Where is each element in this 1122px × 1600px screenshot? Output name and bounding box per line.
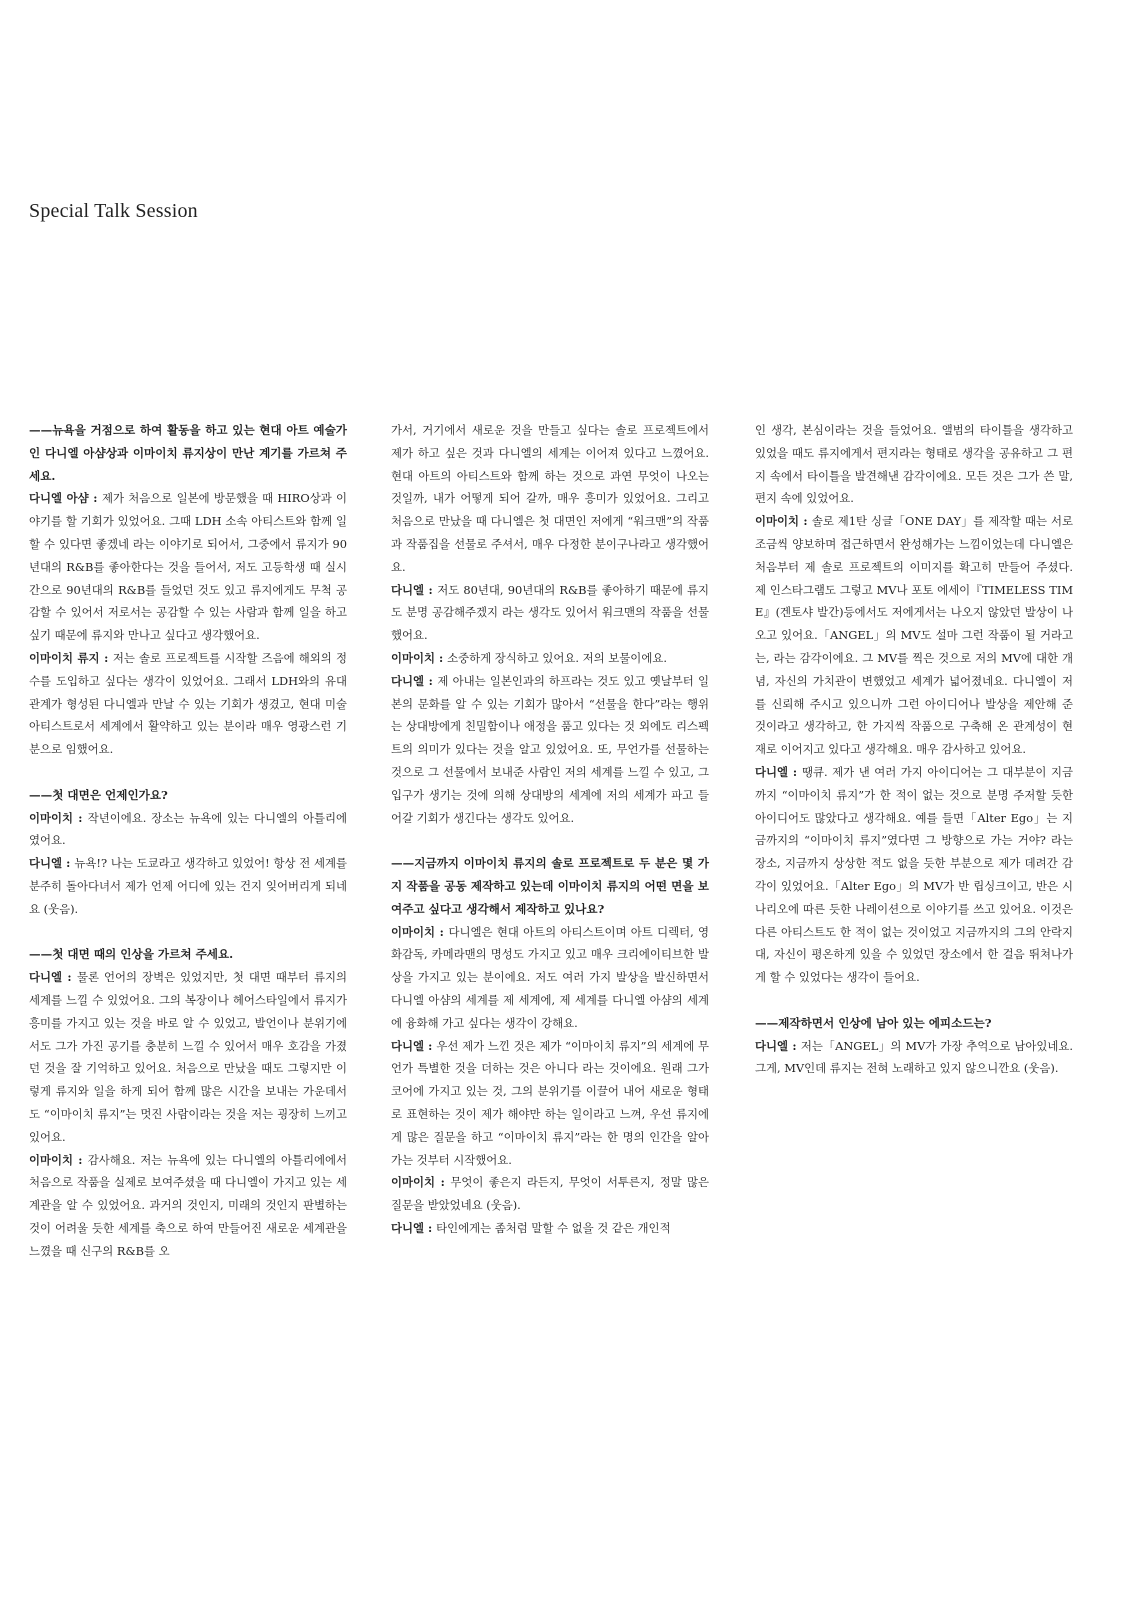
speaker-name: 다니엘 아샴 : [29, 491, 103, 506]
speaker-name: 이마이치 : [391, 650, 448, 665]
answer-text: 작년이에요. 장소는 뉴욕에 있는 다니엘의 아틀리에였어요. [29, 810, 347, 848]
answer-text: 저는 솔로 프로젝트를 시작할 즈음에 해외의 정수를 도입하고 싶다는 생각이 있었어요. 그래서 LDH와의 유대 관계가 형성된 다니엘과 만날 수 있는 기회가 생겼고, 현대 미술 아티스트로서 세계에서 활약하고 있는 분이라 매우 영광스런 기분으로 임했어요. [29, 650, 348, 757]
answer-text: 인 생각, 본심이라는 것을 들었어요. 앨범의 타이틀을 생각하고 있었을 때도 류지에게서 편지라는 형태로 생각을 공유하고 그 편지 속에서 타이틀을 발견해낸 감각이에요. 모든 것은 그가 쓴 말, 편지 속에 있었어요. [755, 423, 1073, 506]
interview-question: ——첫 대면 때의 인상을 가르쳐 주세요. [29, 947, 234, 962]
interview-answer [391, 1035, 709, 1172]
answer-text: 우선 제가 느낀 것은 제가 “이마이치 류지”의 세계에 무언가 특별한 것을 더하는 것은 아니다 라는 것이에요. 원래 그가 코어에 가지고 있는 것, 그의 분위기를 이끌어 내어 새로운 형태로 표현하는 것이 제가 해야만 하는 일이라고 느껴, 우선 류지에게 많은 질문을 하고 “이마이치 류지”라는 한 명의 인간을 알아가는 것부터 시작했어요. [391, 1038, 709, 1167]
interview-answer [391, 647, 709, 670]
answer-text: 땡큐. 제가 낸 여러 가지 아이디어는 그 대부분이 지금까지 “이마이치 류지”가 한 적이 없는 것으로 분명 주저할 듯한 아이디어도 많았다고 생각해요. 예를 들면「Alter Ego」는 지금까지의 “이마이치 류지”였다면 그 방향으로 가는 거야? 라는 장소, 지금까지 상상한 적도 없을 듯한 부분으로 제가 데려간 감각이 있었어요.「Alter Ego」의 MV가 반 립싱크이고, 반은 시나리오에 따른 듯한 나레이션으로 이야기를 쓰고 있어요. 이것은 다른 아티스트도 한 적이 없는 것이었고 지금까지의 그의 안락지대, 자신이 평온하게 있을 수 있었던 장소에서 한 걸음 뛰쳐나가게 할 수 있었다는 생각이 들어요. [755, 764, 1073, 985]
speaker-name: 이마이치 류지 : [29, 650, 113, 665]
interview-answer [29, 852, 347, 920]
speaker-name: 이마이치 : [755, 514, 812, 529]
interview-answer [391, 921, 709, 1035]
speaker-name: 다니엘 : [755, 764, 802, 779]
interview-answer [755, 761, 1073, 989]
interview-answer [29, 647, 347, 761]
interview-question: ——지금까지 이마이치 류지의 솔로 프로젝트로 두 분은 몇 가지 작품을 공동 제작하고 있는데 이마이치 류지의 어떤 면을 보여주고 싶다고 생각해서 제작하고 있나요? [391, 856, 709, 916]
interview-answer [755, 1035, 1073, 1081]
article-column-1 [29, 419, 347, 1262]
answer-text: 가서, 거기에서 새로운 것을 만들고 싶다는 솔로 프로젝트에서 제가 하고 싶은 것과 다니엘의 세계는 이어져 있다고 느꼈어요. 현대 아트의 아티스트와 함께 하는 것으로 과연 무엇이 나오는 것일까, 내가 어떻게 되어 갈까, 매우 흥미가 있었어요. 그리고 처음으로 만났을 때 다니엘은 첫 대면인 저에게 “워크맨”의 작품과 작품집을 선물로 주셔서, 매우 다정한 분이구나라고 생각했어요. [391, 423, 709, 574]
interview-answer [755, 510, 1073, 761]
speaker-name: 다니엘 : [391, 1220, 437, 1235]
answer-text: 다니엘은 현대 아트의 아티스트이며 아트 디렉터, 영화감독, 카메라맨의 명성도 가지고 있고 매우 크리에이티브한 발상을 가지고 있는 분이에요. 저도 여러 가지 발상을 발신하면서 다니엘 아샴의 세계를 제 세계에, 제 세계를 다니엘 아샴의 세계에 융화해 가고 싶다는 생각이 강해요. [391, 924, 709, 1030]
speaker-name: 이마이치 : [29, 1152, 88, 1167]
answer-text: 저도 80년대, 90년대의 R&B를 좋아하기 때문에 류지도 분명 공감해주겠지 라는 생각도 있어서 워크맨의 작품을 선물했어요. [391, 582, 709, 643]
interview-question: ——제작하면서 인상에 남아 있는 에피소드는? [755, 1015, 992, 1030]
interview-answer [391, 579, 709, 647]
interview-answer [29, 1149, 347, 1263]
interview-answer [29, 487, 347, 647]
answer-text: 소중하게 장식하고 있어요. 저의 보물이에요. [447, 650, 667, 665]
speaker-name: 다니엘 : [391, 673, 438, 688]
interview-answer [391, 670, 709, 830]
speaker-name: 이마이치 : [391, 924, 449, 939]
answer-text: 뉴욕!? 나는 도쿄라고 생각하고 있었어! 항상 전 세계를 분주히 돌아다녀서 제가 언제 어디에 있는 건지 잊어버리게 되네요 (웃음). [29, 856, 347, 916]
answer-text: 감사해요. 저는 뉴욕에 있는 다니엘의 아틀리에에서 처음으로 작품을 실제로 보여주셨을 때 다니엘이 가지고 있는 세계관을 알 수 있었어요. 과거의 것인지, 미래의 것인지 판별하는 것이 어려울 듯한 세계를 축으로 하여 만들어진 새로운 세계관을 느꼈을 때 신구의 R&B를 오 [29, 1152, 347, 1258]
continued-paragraph [755, 419, 1073, 510]
article-column-3 [755, 419, 1073, 1080]
answer-text: 솔로 제1탄 싱글「ONE DAY」를 제작할 때는 서로 조금씩 양보하며 접근하면서 완성해가는 느낌이었는데 다니엘은 처음부터 제 솔로 프로젝트의 이미지를 확고히 만들어 주셨다. 제 인스타그램도 그렇고 MV나 포토 에세이『TIMELESS TIME』(겐토샤 발간)등에서도 저에게서는 나오지 않았던 발상이 나오고 있어요.「ANGEL」의 MV도 설마 그런 작품이 될 거라고는, 라는 감각이에요. 그 MV를 찍은 것으로 저의 MV에 대한 개념, 자신의 가치관이 변했었고 세계가 넓어졌네요. 다니엘이 저를 신뢰해 주시고 있으니까 그런 아이디어나 발상을 제안해 준 것이라고 생각하고, 한 가지씩 작품으로 구축해 온 관계성이 현재로 이어지고 있다고 생각해요. 매우 감사하고 있어요. [755, 514, 1073, 757]
answer-text: 저는「ANGEL」의 MV가 가장 추억으로 남아있네요. 그게, MV인데 류지는 전혀 노래하고 있지 않으니깐요 (웃음). [755, 1038, 1073, 1076]
interview-answer [391, 1217, 709, 1240]
answer-text: 제가 처음으로 일본에 방문했을 때 HIRO상과 이야기를 할 기회가 있었어요. 그때 LDH 소속 아티스트와 함께 일할 수 있다면 좋겠네 라는 이야기로 되어서, 그중에서 류지가 90년대의 R&B를 좋아한다는 것을 들어서, 저도 고등학생 때 실시간으로 90년대의 R&B를 들었던 것도 있고 류지에게도 무척 공감할 수 있어서 저로서는 공감할 수 있는 사람과 함께 일을 하고 싶기 때문에 류지와 만나고 싶다고 생각했어요. [29, 491, 347, 643]
answer-text: 무엇이 좋은지 라든지, 무엇이 서투른지, 정말 많은 질문을 받았었네요 (웃음). [391, 1175, 709, 1213]
interview-answer [391, 1171, 709, 1217]
page-title: Special Talk Session [29, 200, 198, 222]
answer-text: 제 아내는 일본인과의 하프라는 것도 있고 옛날부터 일본의 문화를 알 수 있는 기회가 많아서 “선물을 한다”라는 행위는 상대방에게 친밀함이나 애정을 품고 있다는 것 외에도 리스펙트의 의미가 있다는 것을 알고 있었어요. 또, 무언가를 선물하는 것으로 그 선물에서 보내준 사람인 저의 세계를 느낄 수 있고, 그 입구가 생기는 것에 의해 상대방의 세계에 저의 세계가 파고 들어갈 기회가 생긴다는 생각도 있어요. [391, 673, 709, 825]
interview-answer [29, 966, 347, 1148]
speaker-name: 다니엘 : [755, 1038, 801, 1053]
speaker-name: 이마이치 : [29, 810, 88, 825]
interview-answer [29, 807, 347, 853]
speaker-name: 다니엘 : [391, 1038, 437, 1053]
continued-paragraph [391, 419, 709, 579]
answer-text: 타인에게는 좀처럼 말할 수 없을 것 같은 개인적 [436, 1220, 671, 1235]
interview-question: ——첫 대면은 언제인가요? [29, 787, 168, 802]
speaker-name: 이마이치 : [391, 1175, 451, 1190]
answer-text: 물론 언어의 장벽은 있었지만, 첫 대면 때부터 류지의 세계를 느낄 수 있었어요. 그의 복장이나 헤어스타일에서 류지가 흥미를 가지고 있는 것을 바로 알 수 있었고, 발언이나 분위기에서도 그가 가진 공기를 충분히 느낄 수 있어서 매우 호감을 가졌던 것을 잘 기억하고 있어요. 처음으로 만났을 때도 그렇지만 이렇게 류지와 일을 하게 되어 함께 많은 시간을 보내는 가운데서도 “이마이치 류지”는 멋진 사람이라는 것을 저는 굉장히 느끼고 있어요. [29, 970, 347, 1144]
interview-question: ——뉴욕을 거점으로 하여 활동을 하고 있는 현대 아트 예술가인 다니엘 아샴상과 이마이치 류지상이 만난 계기를 가르쳐 주세요. [29, 423, 347, 483]
speaker-name: 다니엘 : [391, 582, 438, 597]
speaker-name: 다니엘 : [29, 856, 75, 871]
speaker-name: 다니엘 : [29, 970, 77, 985]
article-column-2 [391, 419, 709, 1240]
